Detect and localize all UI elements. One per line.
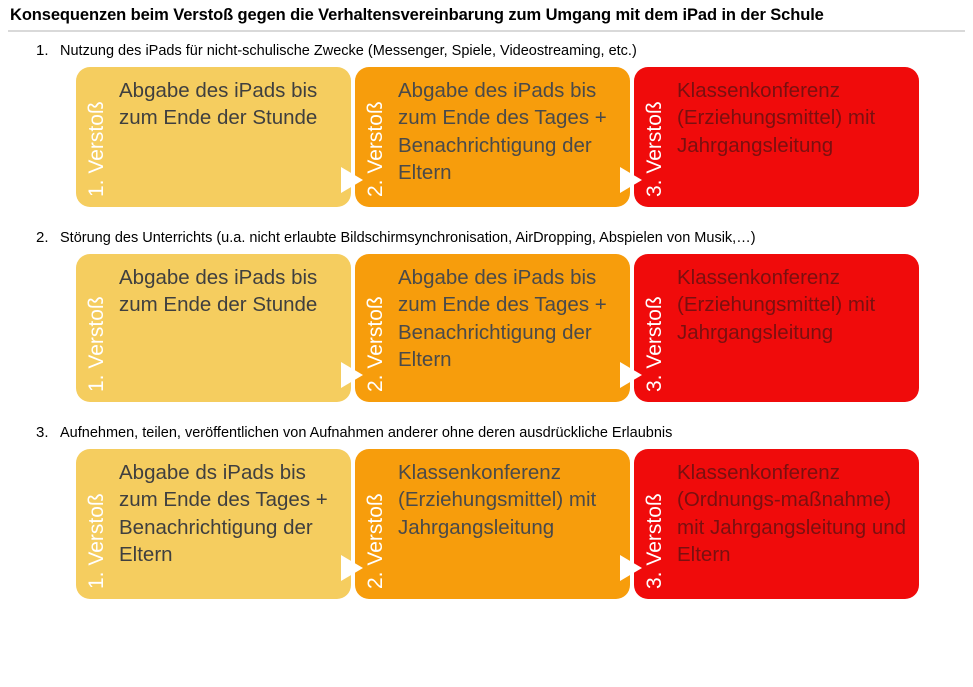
section-2-card-3	[634, 254, 919, 402]
section-1-card-1-text: Abgabe des iPads bis zum Ende der Stunde	[119, 79, 318, 130]
section-1-card-3-label: 3. Verstoß	[643, 101, 666, 197]
arrow-icon	[620, 362, 642, 388]
section-2-card-1-text: Abgabe des iPads bis zum Ende der Stunde	[119, 266, 318, 317]
section-3-text: Aufnehmen, teilen, veröffentlichen von Aufnahmen anderer ohne deren ausdrückliche Erlaubnis	[60, 425, 673, 441]
section-2-text: Störung des Unterrichts (u.a. nicht erlaubte Bildschirmsynchronisation, AirDropping, Abspielen von Musik,…)	[60, 230, 756, 246]
section-2-card-3-label: 3. Verstoß	[643, 296, 666, 392]
section-3-card-2	[355, 449, 630, 599]
arrow-icon	[341, 555, 363, 581]
arrow-icon	[620, 555, 642, 581]
section-3-card-3	[634, 449, 919, 599]
section-1-card-3-text: Klassenkonferenz (Erziehungsmittel) mit Jahrgangsleitung	[677, 79, 876, 157]
section-2-card-2-text: Abgabe des iPads bis zum Ende des Tages + Benachrichtigung der Eltern	[398, 266, 607, 371]
section-1-cards	[0, 67, 973, 207]
section-2-number: 2.	[36, 229, 49, 246]
section-3-card-1	[76, 449, 351, 599]
section-1-card-2	[355, 67, 630, 207]
section-1-number: 1.	[36, 42, 49, 59]
section-1-card-3	[634, 67, 919, 207]
section-3-card-3-label: 3. Verstoß	[643, 493, 666, 589]
section-1-card-2-label: 2. Verstoß	[364, 101, 387, 197]
arrow-icon	[341, 167, 363, 193]
arrow-icon	[341, 362, 363, 388]
section-1	[0, 42, 973, 207]
section-2	[0, 229, 973, 402]
section-2-card-1	[76, 254, 351, 402]
section-3-card-2-text: Klassenkonferenz (Erziehungsmittel) mit Jahrgangsleitung	[398, 461, 597, 539]
section-2-card-2-label: 2. Verstoß	[364, 296, 387, 392]
section-2-header	[0, 229, 973, 246]
section-2-card-3-text: Klassenkonferenz (Erziehungsmittel) mit Jahrgangsleitung	[677, 266, 876, 344]
section-3-card-2-label: 2. Verstoß	[364, 493, 387, 589]
section-1-card-2-text: Abgabe des iPads bis zum Ende des Tages + Benachrichtigung der Eltern	[398, 79, 607, 184]
section-2-card-2	[355, 254, 630, 402]
arrow-icon	[620, 167, 642, 193]
section-1-header	[0, 42, 973, 59]
section-3-card-1-label: 1. Verstoß	[85, 493, 108, 589]
section-3-header	[0, 424, 973, 441]
section-3	[0, 424, 973, 599]
section-2-card-1-label: 1. Verstoß	[85, 296, 108, 392]
section-3-number: 3.	[36, 424, 49, 441]
section-1-card-1-label: 1. Verstoß	[85, 101, 108, 197]
section-3-card-3-text: Klassenkonferenz (Ordnungs-maßnahme) mit Jahrgangsleitung und Eltern	[677, 461, 907, 566]
section-3-cards	[0, 449, 973, 599]
title-divider	[8, 30, 965, 32]
section-2-cards	[0, 254, 973, 402]
page-title: Konsequenzen beim Verstoß gegen die Verhaltensvereinbarung zum Umgang mit dem iPad in der Schule	[10, 6, 824, 24]
section-1-text: Nutzung des iPads für nicht-schulische Zwecke (Messenger, Spiele, Videostreaming, etc.)	[60, 43, 637, 59]
section-3-card-1-text: Abgabe ds iPads bis zum Ende des Tages + Benachrichtigung der Eltern	[119, 461, 328, 566]
section-1-card-1	[76, 67, 351, 207]
